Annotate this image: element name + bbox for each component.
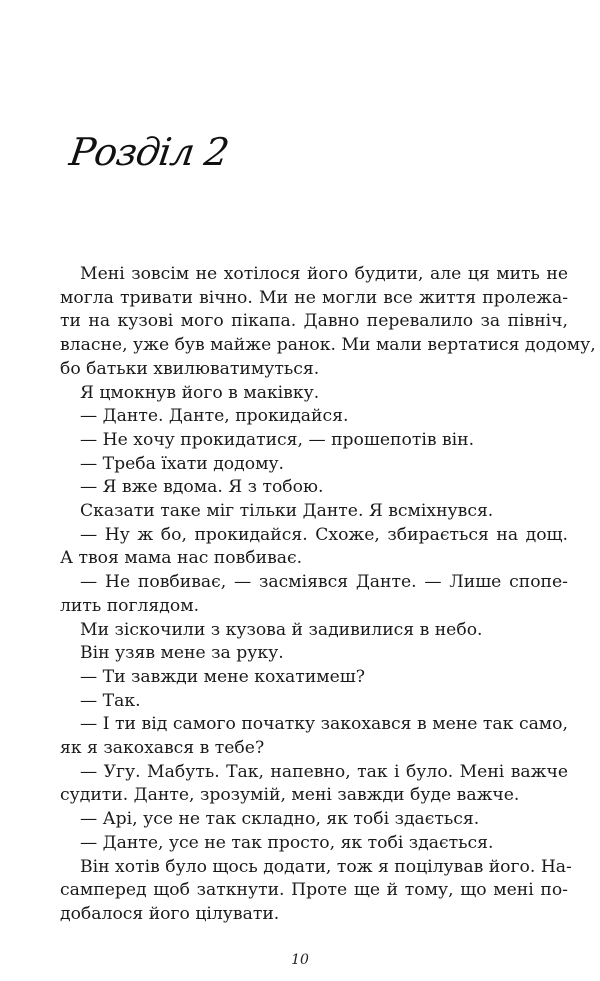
text-line: — Угу. Мабуть. Так, напевно, так і було. Мені важче xyxy=(80,761,568,782)
text-line: Мені зовсім не хотілося його будити, але ця мить не xyxy=(80,264,568,284)
text-line: — І ти від самого початку закохався в мене так само, xyxy=(80,714,568,735)
page-number: 10 xyxy=(291,952,309,968)
text-line: могла тривати вічно. Ми не могли все життя пролежа- xyxy=(60,287,568,308)
text-line: бо батьки хвилюватимуться. xyxy=(60,358,320,379)
text-line: — Ти завжди мене кохатимеш? xyxy=(80,666,366,687)
text-line: — Не хочу прокидатися, — прошепотів він. xyxy=(80,429,475,450)
text-line: — Ну ж бо, прокидайся. Схоже, збирається на дощ. xyxy=(80,524,568,545)
text-line: — Треба їхати додому. xyxy=(80,453,285,474)
text-line: добалося його цілувати. xyxy=(60,903,280,924)
text-line: ти на кузові мого пікапа. Давно перевалило за північ, xyxy=(60,311,568,332)
text-line: лить поглядом. xyxy=(60,595,200,616)
chapter-body-text xyxy=(60,263,596,927)
text-line: — Данте. Данте, прокидайся. xyxy=(80,406,349,427)
text-line: Він хотів було щось додати, тож я поцілував його. На- xyxy=(80,856,572,877)
chapter-title: Розділ 2 xyxy=(66,130,231,174)
text-line: Він узяв мене за руку. xyxy=(80,643,284,664)
text-line: Я цмокнув його в маківку. xyxy=(80,382,320,403)
text-line: — Данте, усе не так просто, як тобі здається. xyxy=(80,832,494,853)
text-line: власне, уже був майже ранок. Ми мали вертатися додому, xyxy=(60,335,596,356)
text-line: — Я вже вдома. Я з тобою. xyxy=(80,477,324,498)
text-line: — Не повбиває, — засміявся Данте. — Лише спопе- xyxy=(80,572,568,593)
text-line: — Арі, усе не так складно, як тобі здається. xyxy=(80,809,480,830)
text-line: Сказати таке міг тільки Данте. Я всміхнувся. xyxy=(80,501,494,522)
text-line: самперед щоб заткнути. Проте ще й тому, що мені по- xyxy=(60,880,568,901)
text-line: — Так. xyxy=(80,690,141,711)
text-line: як я закохався в тебе? xyxy=(60,738,265,759)
text-line: Ми зіскочили з кузова й задивилися в небо. xyxy=(80,619,483,640)
text-line: А твоя мама нас повбиває. xyxy=(60,548,303,569)
text-line: судити. Данте, зрозумій, мені завжди буде важче. xyxy=(60,785,520,806)
